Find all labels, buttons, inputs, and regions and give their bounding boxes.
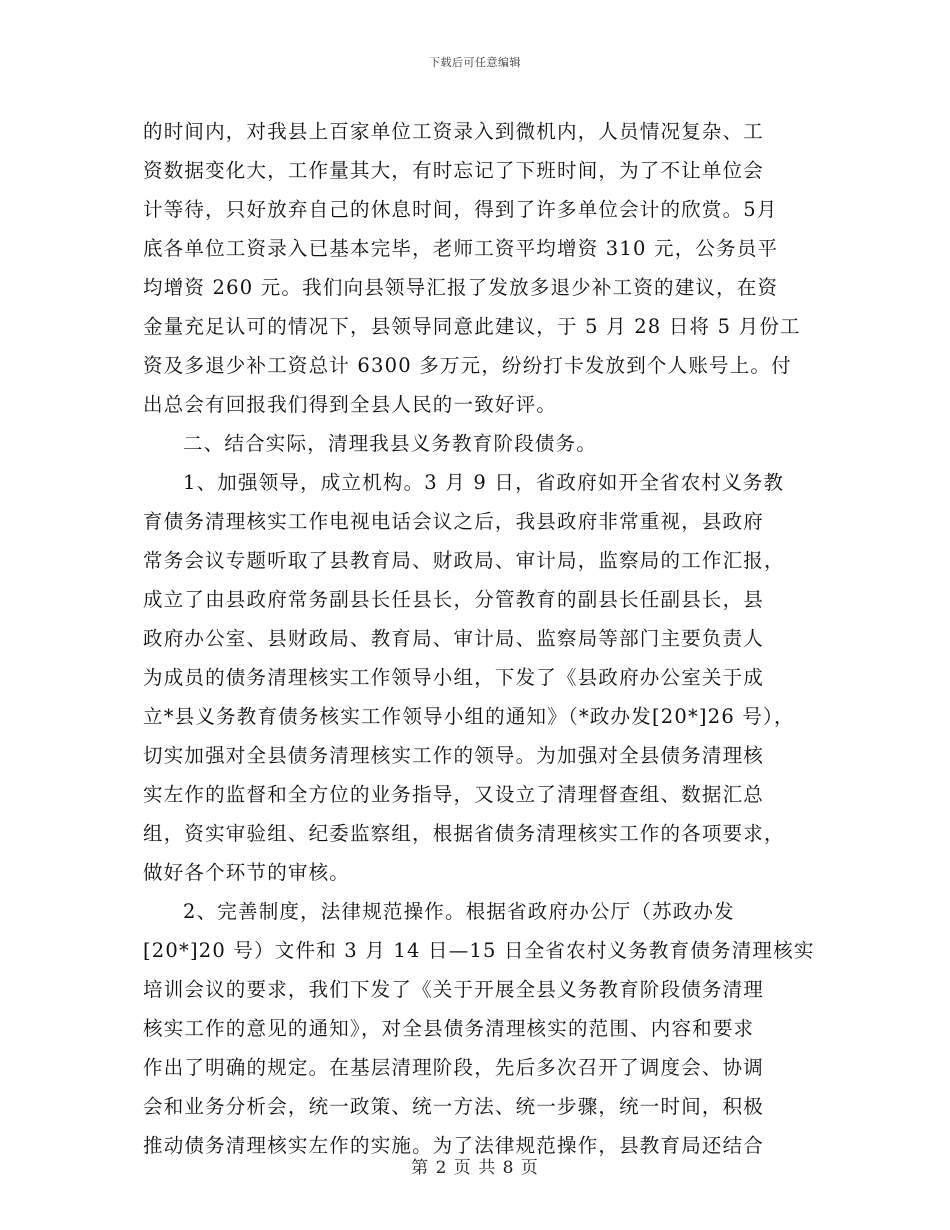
text-line: 资数据变化大，工作量其大，有时忘记了下班时间，为了不让单位会 xyxy=(143,159,765,182)
text-line: 金量充足认可的情况下，县领导同意此建议，于 5 月 28 日将 5 月份工 xyxy=(143,315,801,338)
paragraph-start: 1、加强领导，成立机构。3 月 9 日，省政府如开全省农村义务教 xyxy=(183,471,785,494)
text-line: [20*]20 号）文件和 3 月 14 日—15 日全省农村义务教育债务清理核实 xyxy=(143,939,815,962)
section-heading: 二、结合实际，清理我县义务教育阶段债务。 xyxy=(183,432,598,455)
paragraph-start: 2、完善制度，法律规范操作。根据省政府办公厅（苏政办发 xyxy=(183,900,735,923)
text-line: 的时间内，对我县上百家单位工资录入到微机内，人员情况复杂、工 xyxy=(143,120,765,143)
text-line: 组，资实审验组、纪委监察组，根据省债务清理核实工作的各项要求， xyxy=(143,822,785,845)
text-line: 均增资 260 元。我们向县领导汇报了发放多退少补工资的建议，在资 xyxy=(143,276,779,299)
text-line: 会和业务分析会，统一政策、统一方法、统一步骤，统一时间，积极 xyxy=(143,1095,765,1118)
text-line: 为成员的债务清理核实工作领导小组，下发了《县政府办公室关于成 xyxy=(143,666,765,689)
text-line: 政府办公室、县财政局、教育局、审计局、监察局等部门主要负责人 xyxy=(143,627,765,650)
text-line: 计等待，只好放弃自己的休息时间，得到了许多单位会计的欣赏。5月 xyxy=(143,198,778,221)
page-header: 下载后可任意编辑 xyxy=(429,56,521,69)
text-line: 推动债务清理核实左作的实施。为了法律规范操作，县教育局还结合 xyxy=(143,1134,765,1157)
text-line: 底各单位工资录入已基本完毕，老师工资平均增资 310 元，公务员平 xyxy=(143,237,779,260)
text-line: 作出了明确的规定。在基层清理阶段，先后多次召开了调度会、协调 xyxy=(143,1056,765,1079)
text-line: 出总会有回报我们得到全县人民的一致好评。 xyxy=(143,393,558,416)
page-footer: 第 2 页 共 8 页 xyxy=(411,1158,539,1178)
text-line: 成立了由县政府常务副县长任县长，分管教育的副县长任副县长，县 xyxy=(143,588,765,611)
document-body xyxy=(143,112,815,1165)
text-line: 资及多退少补工资总计 6300 多万元，纷纷打卡发放到个人账号上。付 xyxy=(143,354,792,377)
text-line: 切实加强对全县债务清理核实工作的领导。为加强对全县债务清理核 xyxy=(143,744,765,767)
text-line: 培训会议的要求，我们下发了《关于开展全县义务教育阶段债务清理 xyxy=(143,978,765,1001)
text-line: 做好各个环节的审核。 xyxy=(143,861,351,884)
text-line: 核实工作的意见的通知》，对全县债务清理核实的范围、内容和要求 xyxy=(143,1017,755,1040)
text-line: 育债务清理核实工作电视电话会议之后，我县政府非常重视，县政府 xyxy=(143,510,765,533)
text-line: 实左作的监督和全方位的业务指导，又设立了清理督查组、数据汇总 xyxy=(143,783,765,806)
text-line: 立*县义务教育债务核实工作领导小组的通知》（*政办发[20*]26 号）， xyxy=(143,705,795,728)
text-line: 常务会议专题听取了县教育局、财政局、审计局，监察局的工作汇报， xyxy=(143,549,785,572)
